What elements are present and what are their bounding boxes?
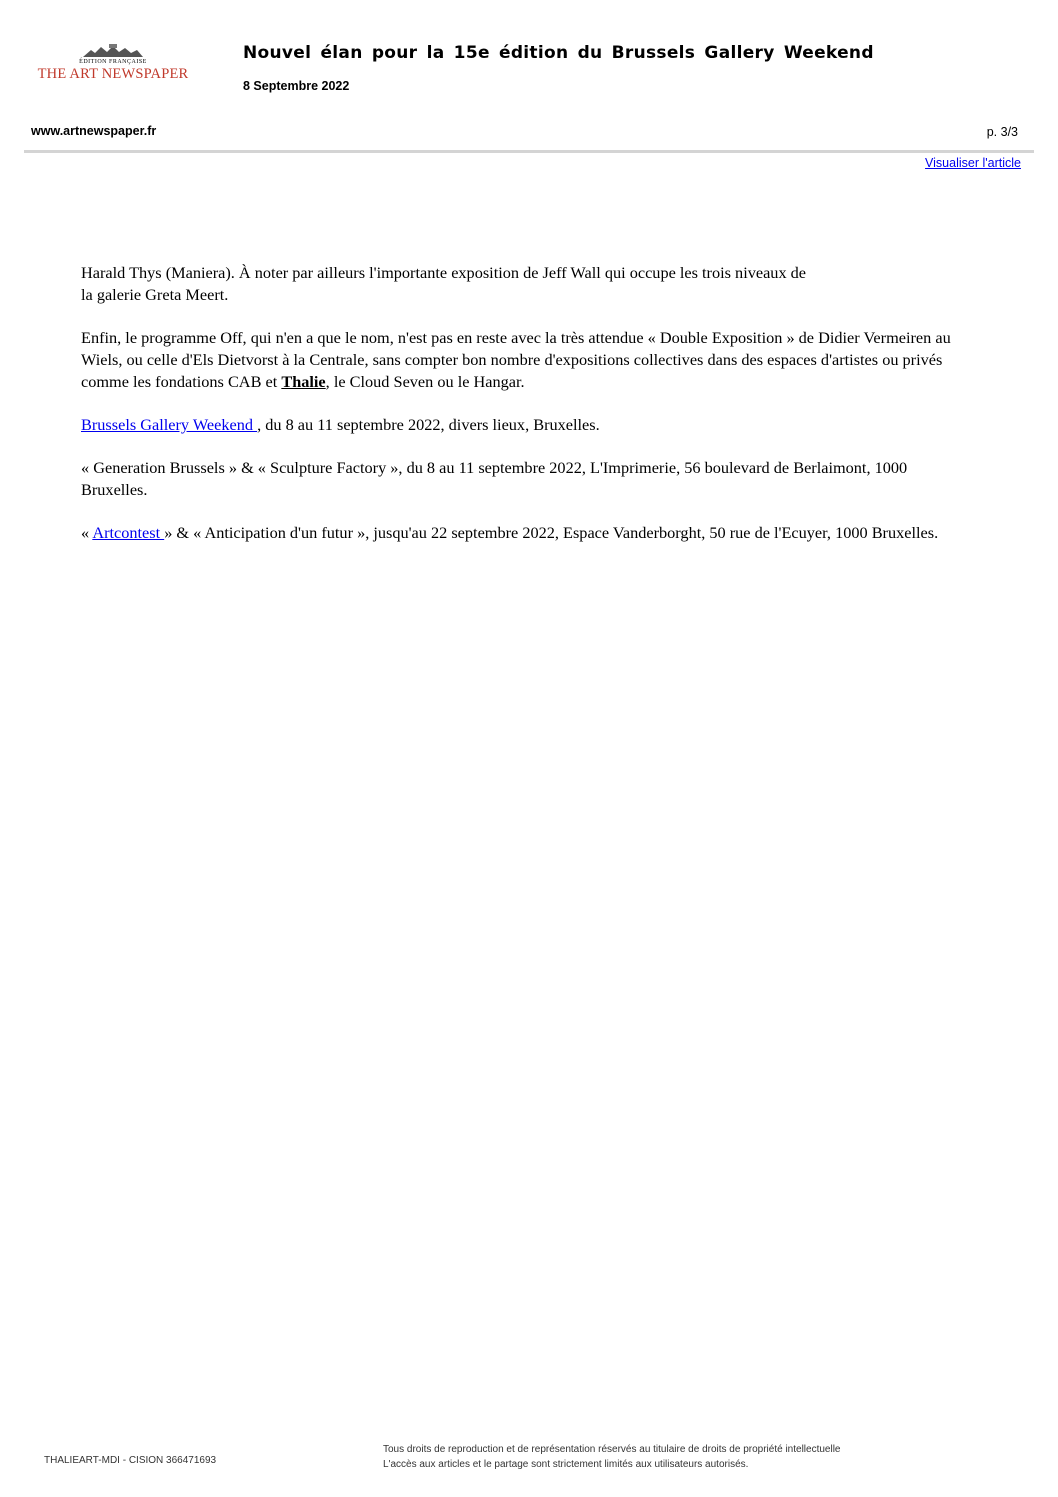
header-divider — [24, 150, 1034, 153]
footer-document-id: THALIEART-MDI - CISION 366471693 — [44, 1455, 217, 1466]
paragraph-2-text: Enfin, le programme Off, qui n'en a que le nom, n'est pas en reste avec la très attendue « Double Exposition » de Didier Vermeiren au Wiels, ou celle d'Els Dietvorst à la Centrale, sans compter bon nombre d'expositions collectives dans des espaces d'artistes ou privés comme les fondations CAB et — [81, 328, 951, 391]
footer-rights-line-1: Tous droits de reproduction et de représentation réservés au titulaire de droits de propriété intellectuelle — [383, 1444, 841, 1455]
paragraph-5-text: » & « Anticipation d'un futur », jusqu'au 22 septembre 2022, Espace Vanderborght, 50 rue de l'Ecuyer, 1000 Bruxelles. — [164, 523, 939, 542]
paragraph-2-end: , le Cloud Seven ou le Hangar. — [325, 372, 525, 391]
paragraph-1-line-1: Harald Thys (Maniera). À noter par ailleurs l'importante exposition de Jeff Wall qui occupe les trois niveaux de — [81, 263, 807, 282]
paragraph-2 — [81, 327, 961, 393]
publication-logo — [28, 44, 198, 82]
paragraph-4-text: « Generation Brussels » & « Sculpture Factory », du 8 au 11 septembre 2022, L'Imprimerie, 56 boulevard de Berlaimont, 1000 Bruxelles. — [81, 458, 908, 499]
paragraph-5-start: « — [81, 523, 93, 542]
page-number: p. 3/3 — [986, 125, 1018, 139]
paragraph-5 — [81, 522, 961, 544]
thalie-link[interactable]: Thalie — [281, 372, 326, 391]
footer-rights-line-2: L'accès aux articles et le partage sont strictement limités aux utilisateurs autorisés. — [383, 1459, 749, 1470]
footer-rights — [383, 1442, 841, 1472]
logo-brand: THE ART NEWSPAPER — [37, 66, 189, 82]
paragraph-3 — [81, 414, 961, 436]
paragraph-4 — [81, 457, 961, 501]
brussels-gallery-weekend-link[interactable]: Brussels Gallery Weekend — [81, 415, 258, 434]
view-article-link[interactable]: Visualiser l'article — [925, 156, 1021, 170]
artcontest-link[interactable]: Artcontest — [92, 523, 165, 542]
article-date: 8 Septembre 2022 — [243, 79, 350, 93]
source-url: www.artnewspaper.fr — [31, 124, 157, 138]
logo-emblem-icon — [81, 44, 145, 58]
paragraph-3-text: , du 8 au 11 septembre 2022, divers lieux, Bruxelles. — [257, 415, 600, 434]
article-title: Nouvel élan pour la 15e édition du Brussels Gallery Weekend — [243, 43, 874, 63]
paragraph-1-line-2: la galerie Greta Meert. — [81, 285, 229, 304]
article-body — [81, 262, 961, 565]
logo-edition: ÉDITION FRANÇAISE — [79, 59, 147, 65]
paragraph-1 — [81, 262, 961, 306]
